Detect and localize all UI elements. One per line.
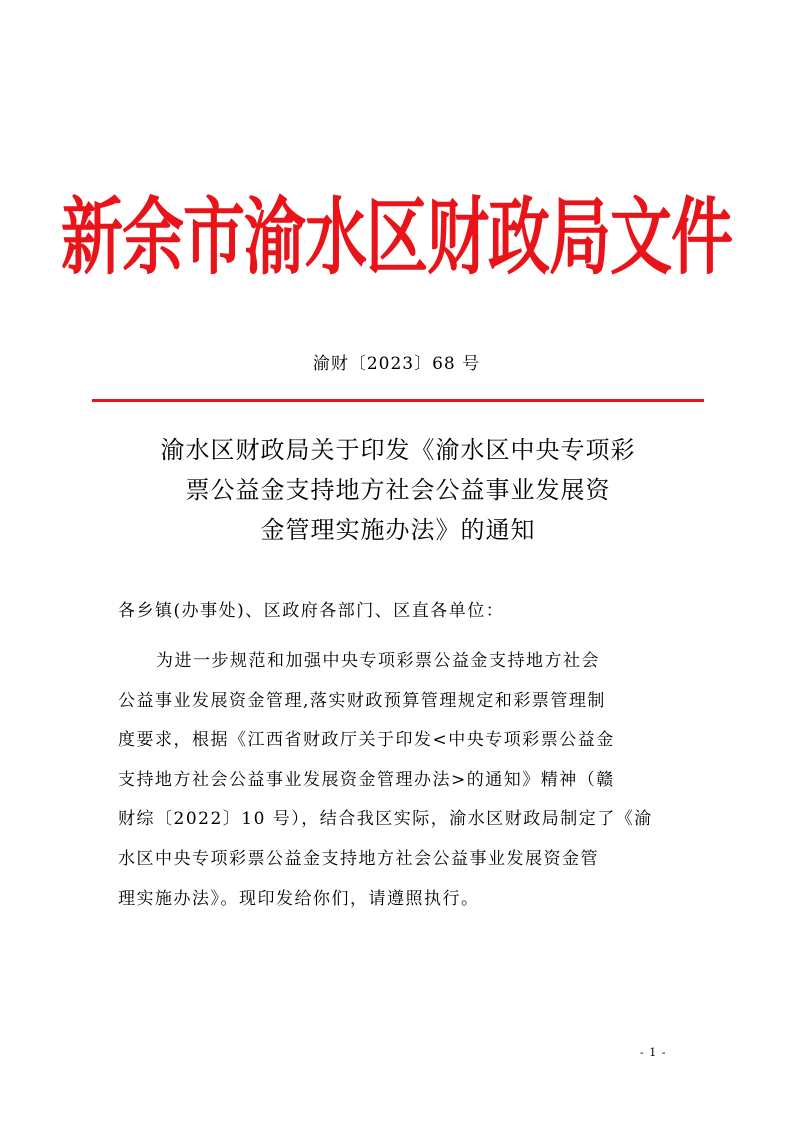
red-divider-line (92, 399, 704, 402)
masthead-title: 新余市渝水区财政局文件 (60, 187, 732, 287)
body-paragraph (118, 642, 678, 919)
body-line: 理实施办法》。现印发给你们，请遵照执行。 (118, 888, 480, 909)
body-line: 为进一步规范和加强中央专项彩票公益金支持地方社会 (156, 651, 600, 671)
body-line: 支持地方社会公益事业发展资金管理办法>的通知》精神（赣 (118, 769, 615, 790)
body-line: 度要求，根据《江西省财政厅关于印发<中央专项彩票公益金 (118, 730, 615, 751)
notice-title-line: 金管理实施办法》的通知 (260, 516, 536, 544)
notice-title-line: 票公益金支持地方社会公益事业发展资 (185, 476, 611, 504)
body-line: 公益事业发展资金管理,落实财政预算管理规定和彩票管理制 (118, 690, 606, 711)
page-number: - 1 - (640, 1046, 667, 1059)
notice-title (92, 430, 704, 550)
body-line: 财综〔2022〕10 号），结合我区实际，渝水区财政局制定了《渝 (118, 809, 653, 830)
salutation: 各乡镇(办事处)、区政府各部门、区直各单位： (118, 601, 505, 621)
body-line: 水区中央专项彩票公益金支持地方社会公益事业发展资金管 (118, 848, 599, 869)
document-number: 渝财〔2023〕68 号 (312, 354, 481, 374)
notice-title-line: 渝水区财政局关于印发《渝水区中央专项彩 (160, 436, 636, 464)
